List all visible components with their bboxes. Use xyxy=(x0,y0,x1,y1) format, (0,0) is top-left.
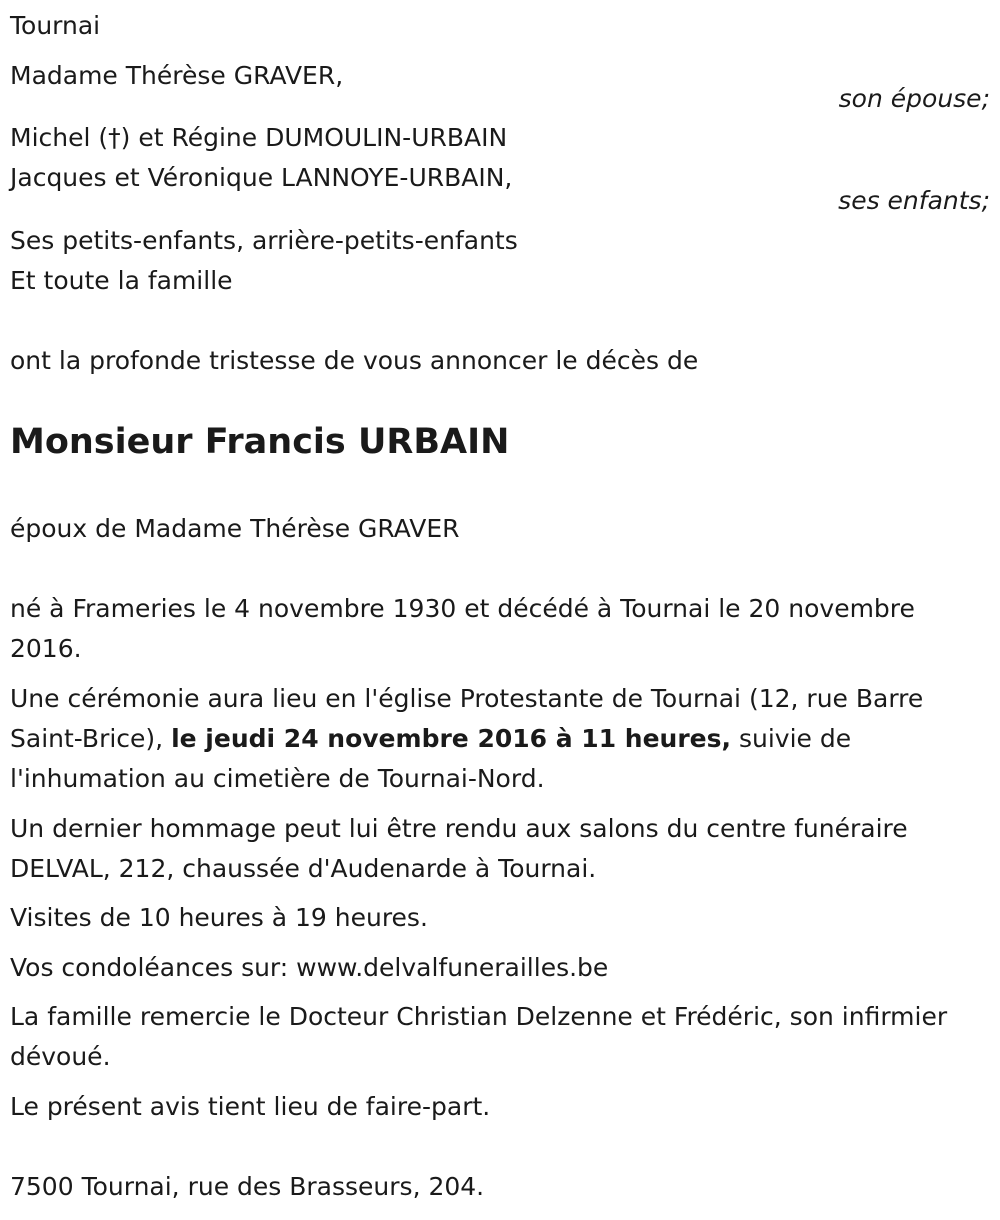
location-heading: Tournai xyxy=(10,11,101,40)
announcement-text: ont la profonde tristesse de vous annoncer le décès de xyxy=(10,346,699,375)
address-text: 7500 Tournai, rue des Brasseurs, 204. xyxy=(10,1172,485,1201)
ceremony-paragraph xyxy=(10,679,990,799)
condolences-text: Vos condoléances sur: www.delvalfunerailles.be xyxy=(10,953,609,982)
child-name-2: Jacques et Véronique LANNOYE-URBAIN, xyxy=(10,163,513,192)
notice-text: Le présent avis tient lieu de faire-part. xyxy=(10,1092,491,1121)
birth-death-paragraph: né à Frameries le 4 novembre 1930 et décédé à Tournai le 20 novembre 2016. xyxy=(10,594,915,663)
children-role: ses enfants; xyxy=(838,186,990,215)
spouse-role: son épouse; xyxy=(838,84,990,113)
spouse-of-text: époux de Madame Thérèse GRAVER xyxy=(10,514,460,543)
visits-text: Visites de 10 heures à 19 heures. xyxy=(10,903,428,932)
spouse-name: Madame Thérèse GRAVER, xyxy=(10,61,344,90)
ceremony-burial: suivie de l'inhumation au cimetière de Tournai-Nord. xyxy=(10,724,852,793)
ceremony-date: le jeudi 24 novembre 2016 à 11 heures, xyxy=(171,724,732,753)
deceased-name: Monsieur Francis URBAIN xyxy=(10,422,510,462)
child-name-1: Michel (†) et Régine DUMOULIN-URBAIN xyxy=(10,123,508,152)
ceremony-location: Une cérémonie aura lieu en l'église Protestante de Tournai (12, rue Barre Saint-Brice), xyxy=(10,684,924,753)
homage-paragraph: Un dernier hommage peut lui être rendu aux salons du centre funéraire DELVAL, 212, chaussée d'Audenarde à Tournai. xyxy=(10,814,908,883)
whole-family-line: Et toute la famille xyxy=(10,266,233,295)
thanks-paragraph: La famille remercie le Docteur Christian Delzenne et Frédéric, son infirmier dévoué. xyxy=(10,1002,948,1071)
grandchildren-line: Ses petits-enfants, arrière-petits-enfants xyxy=(10,226,518,255)
